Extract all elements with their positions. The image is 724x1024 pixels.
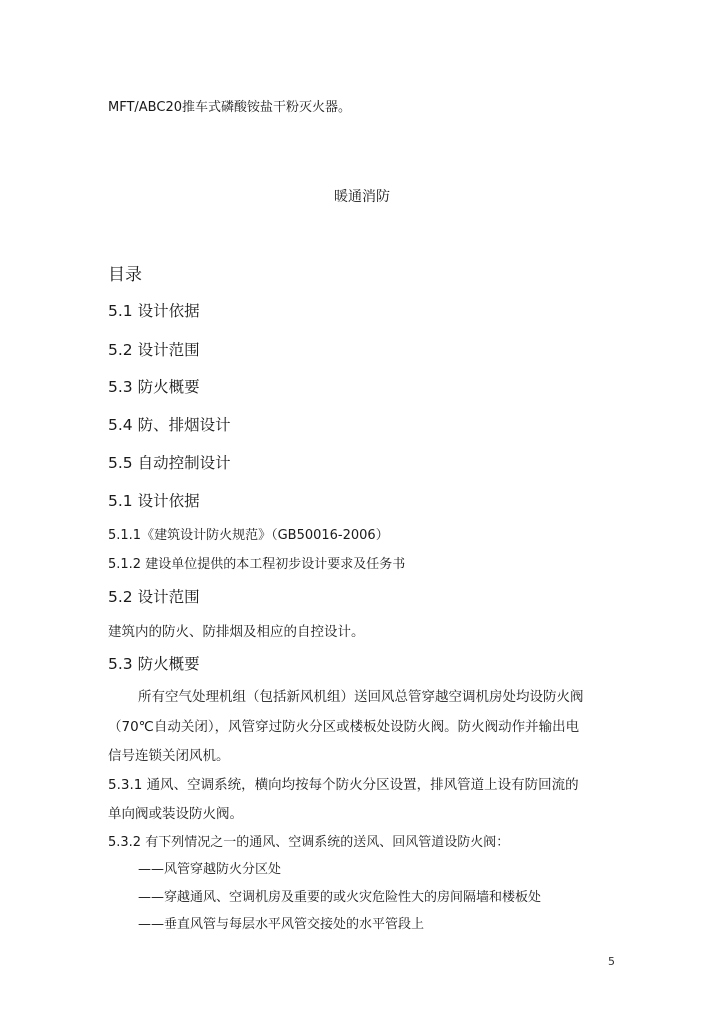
paragraph-5-3-line: （70℃自动关闭），风管穿过防火分区或楼板处设防火阀。防火阀动作并输出电	[108, 719, 580, 735]
heading-5-3: 5.3 防火概要	[108, 655, 200, 673]
paragraph-5-1-1: 5.1.1《建筑设计防火规范》（GB50016-2006）	[108, 528, 389, 543]
paragraph-5-2: 建筑内的防火、防排烟及相应的自控设计。	[108, 624, 365, 640]
paragraph-5-3-line: 所有空气处理机组（包括新风机组）送回风总管穿越空调机房处均设防火阀	[138, 689, 584, 705]
section-title: 暖通消防	[334, 189, 390, 205]
paragraph-5-3-1-line: 5.3.1 通风、空调系统，横向均按每个防火分区设置，排风管道上设有防回流的	[108, 777, 579, 793]
toc-item-5-5: 5.5 自动控制设计	[108, 454, 231, 472]
paragraph-5-3-1-line: 单向阀或装设防火阀。	[108, 806, 243, 822]
dash-list-item: ——垂直风管与每层水平风管交接处的水平管段上	[138, 917, 425, 932]
paragraph-5-1-2: 5.1.2 建设单位提供的本工程初步设计要求及任务书	[108, 557, 406, 572]
toc-title: 目录	[108, 265, 142, 285]
toc-item-5-4: 5.4 防、排烟设计	[108, 416, 231, 434]
heading-5-2: 5.2 设计范围	[108, 588, 200, 606]
toc-item-5-1: 5.1 设计依据	[108, 302, 200, 320]
dash-list-item: ——穿越通风、空调机房及重要的或火灾危险性大的房间隔墙和楼板处	[138, 890, 542, 905]
dash-list-item: ——风管穿越防火分区处	[138, 862, 282, 877]
page-number: 5	[608, 955, 615, 968]
paragraph-5-3-line: 信号连锁关闭风机。	[108, 748, 230, 764]
heading-5-1: 5.1 设计依据	[108, 492, 200, 510]
paragraph-5-3-2: 5.3.2 有下列情况之一的通风、空调系统的送风、回风管道设防火阀：	[108, 835, 510, 850]
toc-item-5-2: 5.2 设计范围	[108, 341, 200, 359]
toc-item-5-3: 5.3 防火概要	[108, 378, 200, 396]
extinguisher-line: MFT/ABC20推车式磷酸铵盐干粉灭火器。	[108, 100, 351, 115]
